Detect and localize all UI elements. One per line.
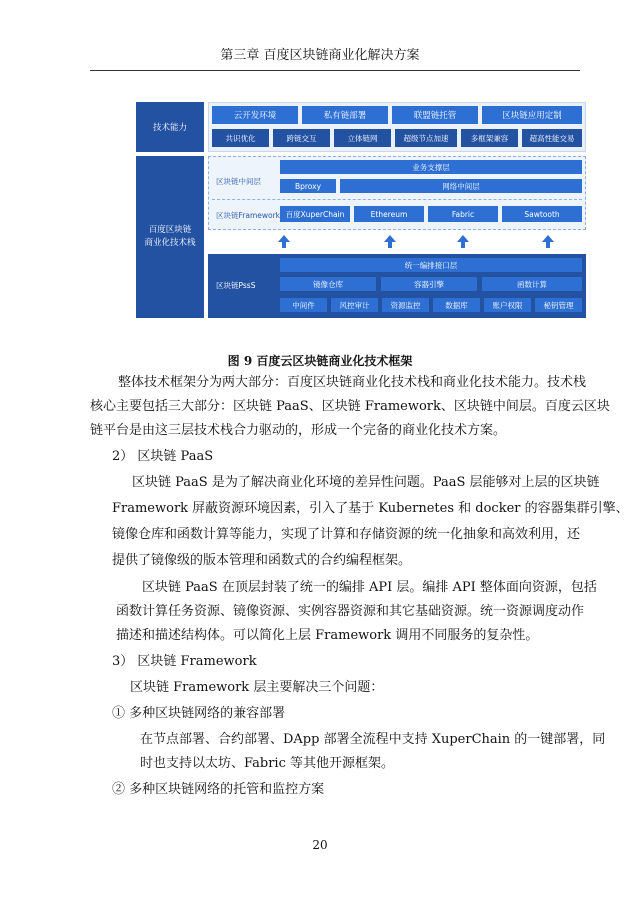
paas-item: 风控审计 (331, 298, 378, 312)
paragraph-line: 区块链 Framework 层主要解决三个问题： (130, 680, 384, 695)
paragraph-line: 整体技术框架分为两大部分：百度区块链商业化技术栈和商业化技术能力。技术栈 (118, 375, 587, 390)
paas-item: 数据库 (433, 298, 480, 312)
tech-item: 云开发环境 (212, 106, 298, 124)
bproxy-block: Bproxy (280, 179, 336, 193)
paragraph-line: 时也支持以太坊、Fabric 等其他开源框架。 (140, 756, 394, 771)
paragraph-line: 在节点部署、合约部署、DApp 部署全流程中支持 XuperChain 的一键部署，同 (140, 732, 606, 747)
paragraph-line: 核心主要包括三大部分：区块链 PaaS、区块链 Framework、区块链中间层。百度云区块 (90, 399, 610, 414)
architecture-diagram (128, 96, 588, 324)
tech-item: 私有链部署 (302, 106, 388, 124)
unified-orchestration-layer: 统一编排接口层 (280, 258, 582, 272)
paragraph-line: 区块链 PaaS 是为了解决商业化环境的差异性问题。PaaS 层能够对上层的区块链 (132, 475, 600, 490)
tech-item: 区块链应用定制 (482, 106, 582, 124)
page-header: 第三章 百度区块链商业化解决方案 (220, 48, 420, 63)
framework-label: 区块链Framework (216, 211, 281, 220)
paragraph-line: 区块链 PaaS 在顶层封装了统一的编排 API 层。编排 API 整体面向资源，包括 (142, 580, 597, 595)
tech-item: 超级节点加速 (395, 129, 457, 147)
paragraph-line: 描述和描述结构体。可以简化上层 Framework 调用不同服务的复杂性。 (116, 628, 539, 643)
paas-item: 镜像仓库 (280, 277, 376, 291)
header-divider (90, 70, 580, 71)
section-heading: 2） 区块链 PaaS (112, 449, 214, 464)
tech-item: 共识优化 (212, 129, 269, 147)
tech-item: 跨链交互 (273, 129, 330, 147)
paragraph-line: 提供了镜像级的版本管理和函数式的合约编程框架。 (112, 553, 412, 568)
paragraph-line: 链平台是由这三层技术栈合力驱动的，形成一个完备的商业化技术方案。 (90, 423, 507, 438)
list-item: ① 多种区块链网络的兼容部署 (112, 706, 286, 721)
paragraph-line: 镜像仓库和函数计算等能力，实现了计算和存储资源的统一化抽象和高效利用，还 (112, 527, 581, 542)
layer-divider (212, 199, 582, 200)
tech-item: 多框架兼容 (461, 129, 518, 147)
paas-item: 中间件 (280, 298, 327, 312)
paragraph-line: Framework 屏蔽资源环境因素，引入了基于 Kubernetes 和 docker 的容器集群引擎、 (112, 501, 629, 516)
middle-layer-label: 区块链中间层 (216, 177, 261, 186)
figure-caption: 图 9 百度云区块链商业化技术框架 (227, 354, 413, 368)
network-middle-layer: 网络中间层 (340, 179, 582, 193)
business-support-layer: 业务支撑层 (280, 160, 582, 174)
paas-item: 秘钥管理 (535, 298, 582, 312)
list-item: ② 多种区块链网络的托管和监控方案 (112, 782, 325, 797)
tech-capability-label: 技术能力 (136, 102, 204, 152)
tech-item: 立体链网 (334, 129, 391, 147)
tech-item: 联盟链托管 (392, 106, 478, 124)
paas-item: 账户权限 (484, 298, 531, 312)
framework-item: 百度XuperChain (280, 206, 350, 222)
tech-stack-label: 百度区块链 商业化技术栈 (136, 156, 204, 318)
framework-item: Sawtooth (502, 206, 582, 222)
page-number: 20 (312, 838, 328, 852)
framework-item: Fabric (428, 206, 498, 222)
paas-item: 容器引擎 (381, 277, 477, 291)
section-heading: 3） 区块链 Framework (112, 654, 257, 669)
paragraph-line: 函数计算任务资源、镜像资源、实例容器资源和其它基础资源。统一资源调度动作 (116, 604, 585, 619)
paas-item: 函数计算 (482, 277, 582, 291)
tech-item: 超高性能交易 (522, 129, 582, 147)
paas-label: 区块链PssS (216, 281, 256, 290)
framework-item: Ethereum (354, 206, 424, 222)
paas-item: 资源监控 (382, 298, 429, 312)
